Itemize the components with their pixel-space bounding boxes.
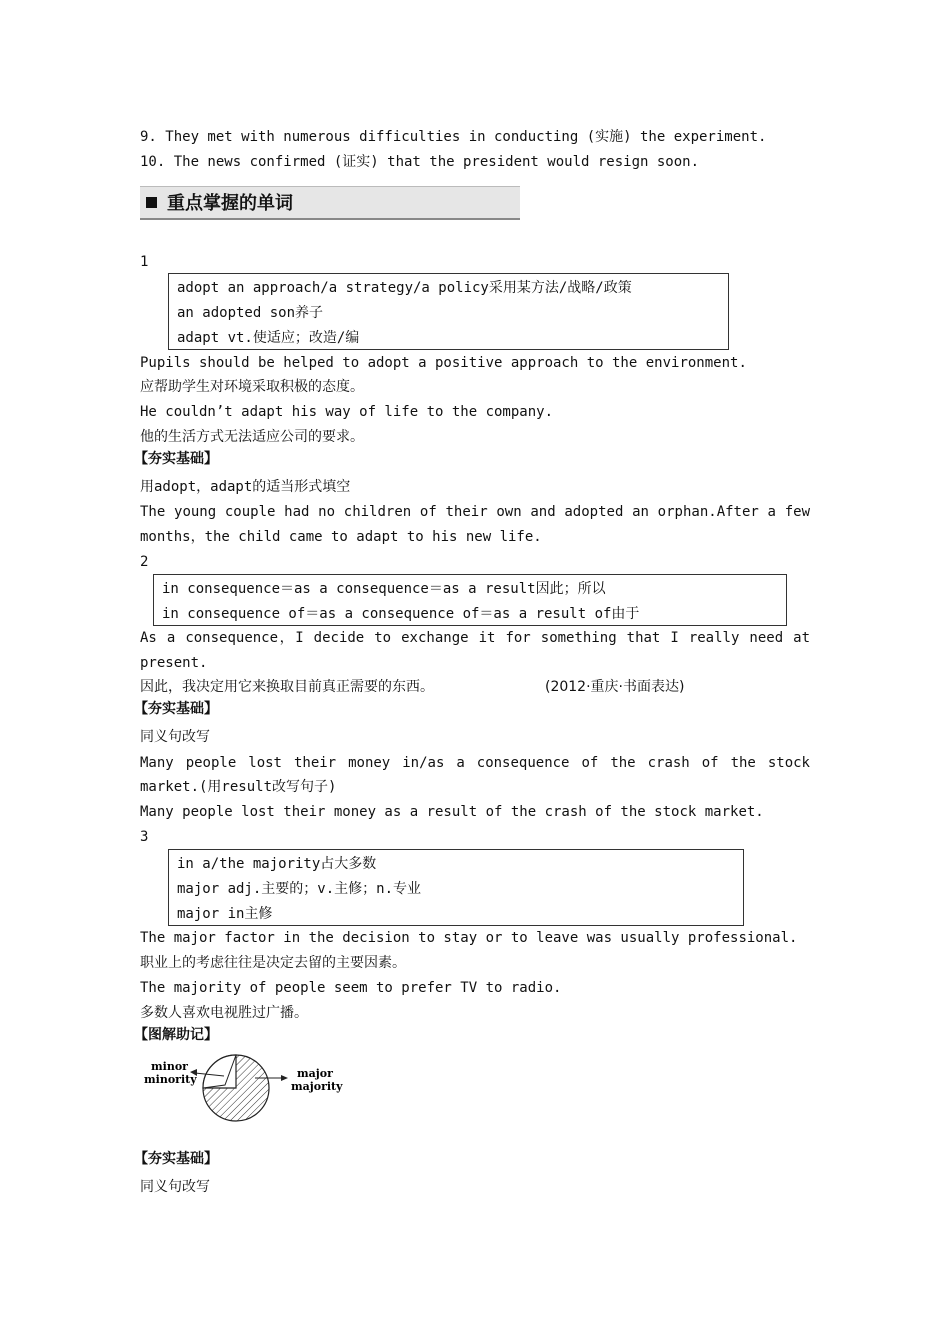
label-majority: majority — [291, 1080, 343, 1093]
example-translation: 多数人喜欢电视胜过广播。 — [140, 1005, 308, 1021]
vocab-box — [168, 849, 744, 926]
vocab-entry: adapt vt.使适应；改造/编 — [177, 330, 360, 346]
vocab-entry: major adj.主要的；v.主修；n.专业 — [177, 881, 422, 897]
section-heading — [140, 186, 520, 220]
item-number: 1 — [140, 254, 149, 270]
pie-diagram — [140, 1048, 350, 1128]
sentence-10: 10. The news confirmed (证实) that the president would resign soon. — [140, 154, 700, 170]
vocab-entry: an adopted son养子 — [177, 305, 324, 321]
vocab-box — [153, 574, 787, 626]
arrow-head-icon — [281, 1075, 288, 1081]
section-title: 重点掌握的单词 — [167, 193, 293, 214]
item-number: 3 — [140, 829, 149, 845]
item-number: 2 — [140, 554, 149, 570]
example-translation: 因此，我决定用它来换取目前真正需要的东西。 — [140, 679, 434, 695]
exercise-answer: The young couple had no children of their own and adopted an orphan.After a few — [140, 504, 810, 520]
vocab-box — [168, 273, 729, 350]
example-sentence: As a consequence，I decide to exchange it for something that I really need at — [140, 630, 810, 646]
example-translation: 应帮助学生对环境采取积极的态度。 — [140, 379, 364, 395]
example-translation: 职业上的考虑往往是决定去留的主要因素。 — [140, 955, 406, 971]
vocab-entry: major in主修 — [177, 906, 273, 922]
diagram-tag: 【图解助记】 — [134, 1027, 218, 1043]
exercise-question: market.(用result改写句子) — [140, 779, 337, 795]
source-citation: (2012·重庆·书面表达) — [545, 679, 685, 695]
exercise-instruction: 同义句改写 — [140, 729, 210, 745]
exercise-instruction: 同义句改写 — [140, 1179, 210, 1195]
example-sentence: The majority of people seem to prefer TV to radio. — [140, 980, 562, 996]
label-minority: minority — [144, 1073, 197, 1086]
exercise-tag: 【夯实基础】 — [134, 701, 218, 717]
exercise-instruction: 用adopt，adapt的适当形式填空 — [140, 479, 351, 495]
exercise-answer: Many people lost their money as a result of the crash of the stock market. — [140, 804, 764, 820]
sentence-9: 9. They met with numerous difficulties in conducting (实施) the experiment. — [140, 129, 767, 145]
vocab-entry: adopt an approach/a strategy/a policy采用某方法/战略/政策 — [177, 280, 632, 296]
example-sentence: present. — [140, 655, 208, 671]
label-major: major — [297, 1067, 333, 1080]
vocab-entry: in consequence＝as a consequence＝as a result因此；所以 — [162, 581, 606, 597]
example-sentence: He couldn’t adapt his way of life to the company. — [140, 404, 554, 420]
exercise-tag: 【夯实基础】 — [134, 451, 218, 467]
example-sentence: Pupils should be helped to adopt a positive approach to the environment. — [140, 355, 747, 371]
example-sentence: The major factor in the decision to stay or to leave was usually professional. — [140, 930, 798, 946]
exercise-question: Many people lost their money in/as a consequence of the crash of the stock — [140, 755, 810, 771]
exercise-answer: months，the child came to adapt to his new life. — [140, 529, 542, 545]
exercise-tag: 【夯实基础】 — [134, 1151, 218, 1167]
square-bullet-icon — [146, 197, 157, 208]
label-minor: minor — [151, 1060, 188, 1073]
example-translation: 他的生活方式无法适应公司的要求。 — [140, 429, 364, 445]
vocab-entry: in a/the majority占大多数 — [177, 856, 377, 872]
vocab-entry: in consequence of＝as a consequence of＝as a result of由于 — [162, 606, 640, 622]
